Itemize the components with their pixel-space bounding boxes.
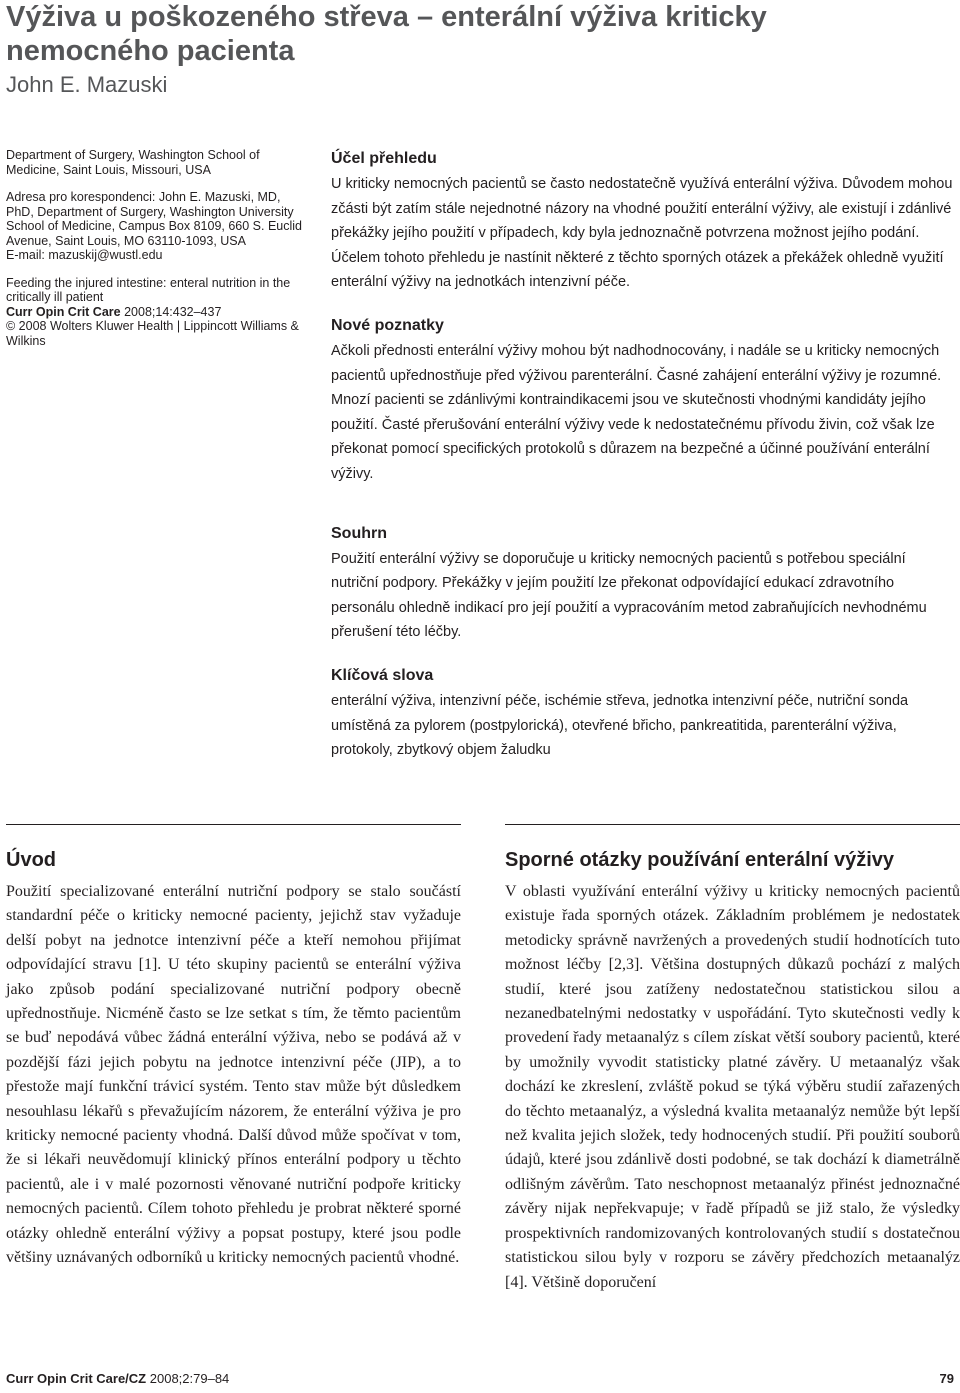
original-title: Feeding the injured intestine: enteral nutrition in the critically ill patient	[6, 275, 291, 304]
section-heading: Úvod	[6, 849, 56, 871]
body-column-right	[505, 846, 960, 1295]
abstract	[331, 148, 956, 783]
footer-citation	[6, 1370, 229, 1388]
citation-journal: Curr Opin Crit Care	[6, 304, 121, 319]
affiliation: Department of Surgery, Washington School of Medicine, Saint Louis, Missouri, USA	[6, 148, 260, 177]
correspondence-block	[6, 190, 306, 263]
abstract-heading: Nové poznatky	[331, 316, 444, 334]
abstract-heading: Souhrn	[331, 524, 387, 542]
abstract-text: Ačkoli přednosti enterální výživy mohou být nadhodnocovány, i nadále se u kriticky nemocných pacientů upřednostňuje před výživou parenterální. Časné zahájení enterální výživy je rozumné. Mnozí pacienti se zdánlivými kontraindikacemi jsou ve skutečnosti vhodnými kandidáty jejího použití. Časté přerušování enterální výživy vede k nedostatečnému přívodu živin, což však lze překonat pomocí specifických protokolů s důrazem na bezpečné a účinné používání enterální výživy.	[331, 342, 942, 482]
section-body: V oblasti využívání enterální výživy u kriticky nemocných pacientů existuje řada sporných otázek. Základním problémem je nedostatek metodicky správně navržených a provedených studií hodnotících tuto možnost léčby [2,3]. Většina dostupných důkazů pochází z malých studií, které jsou zatíženy nedostatečnou statistickou silou a nezanedbatelnými nedostatky v uspořádání. Tyto skutečnosti vedly k provedení řady metaanalýz s cílem získat větší soubory pacientů, které by umožnily vyvodit statisticky platné závěry. U metaanalýz však dochází ke zkreslení, zvláště pokud se týká výběru studií zařazených do těchto metaanalýz, a výsledná kvalita metaanalýz nemůže být lepší než kvalita jejich složek, tedy hodnocených studií. Při použití souborů údajů, které jsou zdánlivě dosti podobné, se tak dochází k diametrálně odlišným závěrům. Tato neschopnost metaanalýz přinést jednoznačné závěry nijak nepřekvapuje; v řadě případů se již stalo, že výsledky prospektivních randomizovaných kontrolovaných studií s dostatečnou statistickou silou byly v rozporu se závěry předchozích metaanalýz [4]. Většině doporučení	[505, 883, 960, 1291]
abstract-findings	[331, 315, 956, 487]
section-heading: Sporné otázky používání enterální výživy	[505, 849, 895, 871]
article-metadata	[6, 148, 306, 361]
abstract-heading: Účel přehledu	[331, 150, 437, 167]
abstract-text: U kriticky nemocných pacientů se často nedostatečně využívá enterální výživa. Důvodem mohou zčásti být zatím stále nejednotné názory na vhodné použití enterální výživy, ale existují i zdánlivé překážky jejího použití v případech, kdy byla jednoznačně potvrzena možnost jejího podání. Účelem tohoto přehledu je nastínit některé z těchto sporných otázek a překážek ohledně využití enterální výživy na jednotkách intenzivní péče.	[331, 176, 953, 291]
footer-details: 2008;2:79–84	[149, 1371, 230, 1386]
keywords-text: enterální výživa, intenzivní péče, ischémie střeva, jednotka intenzivní péče, nutriční sonda umístěná za pylorem (postpylorická), otevřené břicho, pankreatitida, parenterální výživa, protokoly, zbytkový objem žaludku	[331, 692, 909, 759]
citation-details: 2008;14:432–437	[124, 304, 222, 319]
footer-journal: Curr Opin Crit Care/CZ	[6, 1371, 147, 1386]
correspondence-address: Adresa pro korespondenci: John E. Mazuski, MD, PhD, Department of Surgery, Washington University School of Medicine, Campus Box 8109, 660 S. Euclid Avenue, Saint Louis, MO 63110-1093, USA	[6, 190, 303, 248]
copyright-notice: © 2008 Wolters Kluwer Health | Lippincott Williams & Wilkins	[6, 319, 299, 348]
email-address: E-mail: mazuskij@wustl.edu	[6, 248, 163, 262]
section-divider	[6, 824, 461, 825]
body-column-left	[6, 846, 461, 1271]
citation-block	[6, 276, 306, 349]
section-divider	[505, 824, 960, 825]
author-name: John E. Mazuski	[6, 72, 168, 97]
page-number: 79	[939, 1371, 954, 1386]
abstract-text: Použití enterální výživy se doporučuje u kriticky nemocných pacientů s potřebou speciální nutriční podpory. Překážky v jejím použití lze překonat odpovídající edukací zdravotního personálu ohledně indikací pro její použití a vypracováním metod zabraňujících nevhodnému přerušení této léčby.	[331, 550, 927, 641]
section-body: Použití specializované enterální nutriční podpory se stalo součástí standardní péče o kriticky nemocné pacienty, jejichž stav vyžaduje delší pobyt na jednotce intenzivní péče a kteří nemohou přijímat odpovídající stravu [1]. U této skupiny pacientů se enterální výživa jako způsob podání specializované nutriční podpory obecně upřednostňuje. Nicméně často se lze setkat s tím, že těmto pacientům se buď nepodává vůbec žádná enterální výživa, nebo se podává až v pozdější fázi jejich pobytu na jednotce intenzivní péče (JIP), a to přestože mají funkční trávicí systém. Tento stav může být důsledkem nesouhlasu lékařů s převažujícím názorem, že enterální výživa je pro kriticky nemocné pacienty vhodná. Další důvod může spočívat v tom, že si lékaři neuvědomují klinický přínos enterální podpory u těchto pacientů, ale i v malé pozornosti věnované nutriční podpoře kriticky nemocných pacientů. Cílem tohoto přehledu je probrat některé sporné otázky ohledně enterální výživy a popsat postupy, které jsou podle většiny uznávaných odborníků u kriticky nemocných pacientů vhodné.	[6, 883, 461, 1267]
abstract-heading: Klíčová slova	[331, 666, 434, 684]
article-title: Výživa u poškozeného střeva – enterální výživa kriticky nemocného pacienta	[6, 1, 767, 67]
abstract-purpose	[331, 148, 956, 295]
abstract-summary	[331, 523, 956, 645]
abstract-keywords	[331, 665, 956, 763]
